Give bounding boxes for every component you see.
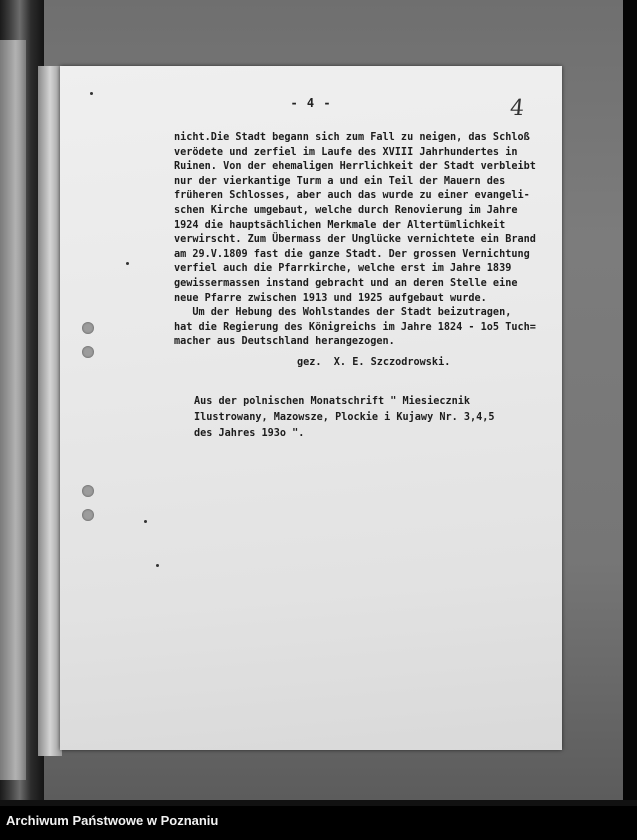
body-line: nicht.Die Stadt begann sich zum Fall zu neigen, das Schloß [174, 132, 530, 143]
body-line: verödete und zerfiel im Laufe des XVIII Jahrhundertes in [174, 146, 518, 158]
body-line: verwirscht. Zum Übermass der Unglücke vernichtete ein Brand [174, 234, 536, 246]
source-line: Aus der polnischen Monatschrift " Miesiecznik [194, 396, 471, 407]
body-line: macher aus Deutschland herangezogen. [174, 336, 395, 348]
scan-right-edge [623, 0, 637, 800]
body-line: verfiel auch die Pfarrkirche, welche erst im Jahre 1839 [174, 263, 512, 275]
document-body [174, 131, 614, 350]
binding-paper-edge [0, 40, 26, 780]
body-line: neue Pfarre zwischen 1913 und 1925 aufgebaut wurde. [174, 292, 487, 304]
source-citation [194, 394, 495, 442]
body-line: schen Kirche umgebaut, welche durch Renovierung im Jahre [174, 204, 518, 216]
page-fold [38, 66, 62, 756]
punch-hole [82, 485, 94, 497]
body-line: am 29.V.1809 fast die ganze Stadt. Der grossen Vernichtung [174, 248, 530, 260]
page-number: - 4 - [290, 96, 332, 110]
handwritten-folio: 4 [508, 96, 526, 121]
punch-hole [82, 509, 94, 521]
body-line: früheren Schlosses, aber auch das wurde zu einer evangeli- [174, 190, 530, 202]
body-line: hat die Regierung des Königreichs im Jahre 1824 - 1o5 Tuch= [174, 321, 536, 333]
paper-speck [144, 520, 147, 523]
source-line: Ilustrowany, Mazowsze, Plockie i Kujawy Nr. 3,4,5 [194, 412, 495, 423]
archive-label: Archiwum Państwowe w Poznaniu [6, 813, 219, 828]
punch-hole [82, 322, 94, 334]
body-line: Ruinen. Von der ehemaligen Herrlichkeit der Stadt verbleibt [174, 161, 536, 173]
paper-speck [156, 564, 159, 567]
paper-speck [90, 92, 93, 95]
punch-hole [82, 346, 94, 358]
body-line: Um der Hebung des Wohlstandes der Stadt beizutragen, [174, 307, 512, 319]
source-line: des Jahres 193o ". [194, 428, 305, 439]
paper-speck [126, 262, 129, 265]
body-line: nur der vierkantige Turm a und ein Teil der Mauern des [174, 175, 506, 187]
body-line: gewissermassen instand gebracht und an deren Stelle eine [174, 277, 518, 289]
body-line: 1924 die hauptsächlichen Merkmale der Altertümlichkeit [174, 219, 506, 231]
signature-line: gez. X. E. Szczodrowski. [297, 357, 451, 368]
